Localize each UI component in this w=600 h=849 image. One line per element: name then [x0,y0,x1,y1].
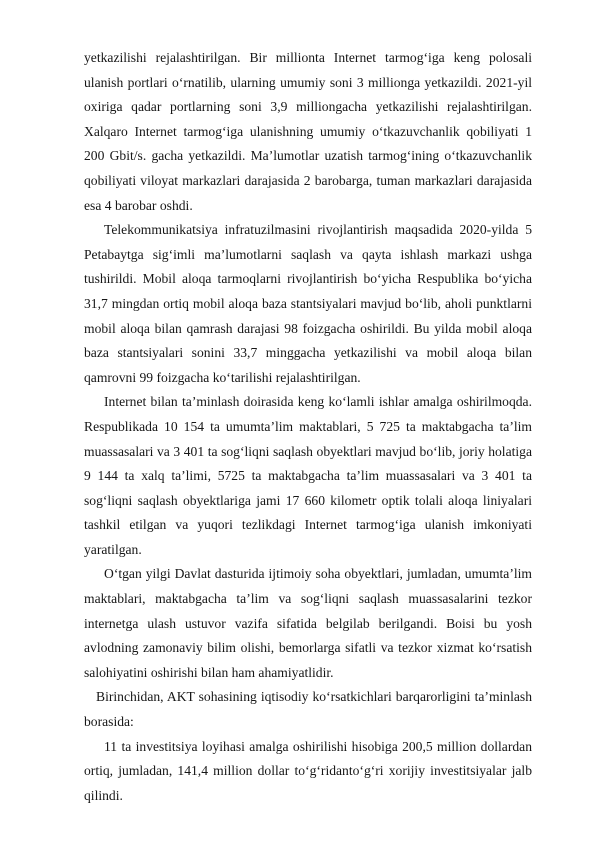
paragraph-state-program: O‘tgan yilgi Davlat dasturida ijtimoiy soha obyektlari, jumladan, umumta’lim maktablari, maktabgacha ta’lim va sog‘liqni saqlash muassasalarini tezkor internetga ulash ustuvor vazifa sifatida belgilab berilgandi. Boisi bu yosh avlodning zamonaviy bilim olishi, bemorlarga sifatli va tezkor xizmat ko‘rsatish salohiyatini oshirishi bilan ham ahamiyatlidir. [84,566,532,680]
paragraph-first-point: Birinchidan, AKT sohasining iqtisodiy ko‘rsatkichlari barqarorligini ta’minlash borasida: [84,689,532,730]
paragraph-telecom-infrastructure: Telekommunikatsiya infratuzilmasini rivojlantirish maqsadida 2020-yilda 5 Petabaytga sig‘imli ma’lumotlarni saqlash va qayta ishlash markazi ushga tushirildi. Mobil aloqa tarmoqlarni rivojlantirish bo‘yicha Respublika bo‘yicha 31,7 mingdan ortiq mobil aloqa baza stantsiyalari mavjud bo‘lib, aholi punktlarni mobil aloqa bilan qamrash darajasi 98 foizgacha oshirildi. Bu yilda mobil aloqa baza stantsiyalari sonini 33,7 minggacha yetkazilishi va mobil aloqa bilan qamrovni 99 foizgacha ko‘tarilishi rejalashtirilgan. [84,222,532,385]
paragraph-internet-provision: Internet bilan ta’minlash doirasida keng ko‘lamli ishlar amalga oshirilmoqda. Respublikada 10 154 ta umumta’lim maktablari, 5 725 ta maktabgacha ta’lim muassasalari va 3 401 ta sog‘liqni saqlash obyektlari mavjud bo‘lib, joriy holatiga 9 144 ta xalq ta’limi, 5725 ta maktabgacha ta’lim muassasalari va 3 401 ta sog‘liqni saqlash obyektlariga jami 17 660 kilometr optik tolali aloqa liniyalari tashkil etilgan va yuqori tezlikdagi Internet tarmog‘iga ulanish imkoniyati yaratilgan. [84,394,532,557]
paragraph-broadband-ports: yetkazilishi rejalashtirilgan. Bir millionta Internet tarmog‘iga keng polosali ulanish portlari o‘rnatilib, ularning umumiy soni 3 millionga yetkazildi. 2021-yil oxiriga qadar portlarning soni 3,9 milliongacha yetkazilishi rejalashtirilgan. Xalqaro Internet tarmog‘iga ulanishning umumiy o‘tkazuvchanlik qobiliyati 1 200 Gbit/s. gacha yetkazildi. Ma’lumotlar uzatish tarmog‘ining o‘tkazuvchanlik qobiliyati viloyat markazlari darajasida 2 barobarga, tuman markazlari darajasida esa 4 barobar oshdi. [84,50,532,213]
document-page [84,46,532,808]
paragraph-investment-projects: 11 ta investitsiya loyihasi amalga oshirilishi hisobiga 200,5 million dollardan ortiq, jumladan, 141,4 million dollar to‘g‘ridanto‘g‘ri xorijiy investitsiyalar jalb qilindi. [84,738,532,803]
